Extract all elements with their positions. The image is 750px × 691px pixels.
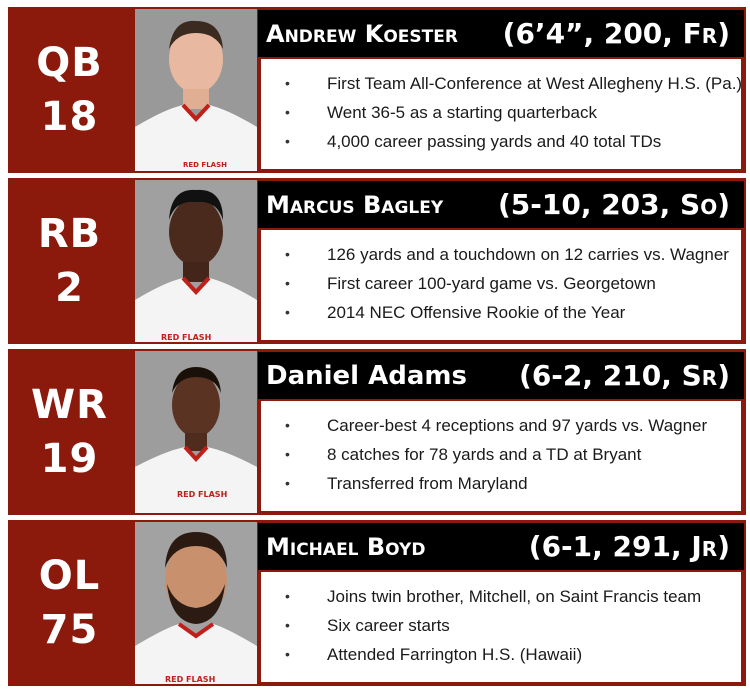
name-bar	[258, 352, 744, 399]
jersey-text: RED FLASH	[165, 675, 216, 684]
position-box	[8, 520, 131, 686]
jersey-number: 2	[55, 265, 84, 311]
bullet-item: • Joins twin brother, Mitchell, on Saint Francis team	[261, 582, 741, 611]
bullet-item: • First career 100-yard game vs. Georgetown	[261, 269, 741, 298]
name-bar	[258, 181, 744, 228]
bullet-item: • 126 yards and a touchdown on 12 carries vs. Wagner	[261, 240, 741, 269]
jersey-text: RED FLASH	[161, 333, 212, 342]
position-label: OL	[38, 553, 101, 599]
bullet-item: • 4,000 career passing yards and 40 total TDs	[261, 127, 741, 156]
bullet-item: • Career-best 4 receptions and 97 yards vs. Wagner	[261, 411, 741, 440]
player-stats: (6-2, 210, Sr)	[519, 359, 730, 392]
player-photo	[135, 522, 257, 684]
jersey-number: 75	[40, 607, 99, 653]
position-box	[8, 178, 131, 344]
player-name: Andrew Koester	[266, 19, 458, 48]
player-stats: (5-10, 203, So)	[497, 188, 730, 221]
player-card-wr	[8, 349, 746, 515]
jersey-text: RED FLASH	[177, 490, 228, 499]
player-card-rb	[8, 178, 746, 344]
player-name: Daniel Adams	[266, 360, 467, 391]
position-box	[8, 349, 131, 515]
player-name: Michael Boyd	[266, 532, 426, 561]
player-photo	[135, 180, 257, 342]
position-label: QB	[36, 40, 103, 86]
position-label: RB	[37, 211, 102, 257]
position-box	[8, 7, 131, 173]
bullet-item: • First Team All-Conference at West Allegheny H.S. (Pa.)	[261, 69, 741, 98]
player-photo	[135, 9, 257, 171]
bullet-list	[261, 59, 741, 169]
bullet-item: • 8 catches for 78 yards and a TD at Bryant	[261, 440, 741, 469]
player-card-qb	[8, 7, 746, 173]
jersey-number: 18	[40, 94, 99, 140]
player-stats: (6’4”, 200, Fr)	[502, 17, 730, 50]
player-photo	[135, 351, 257, 513]
player-card-ol	[8, 520, 746, 686]
name-bar	[258, 523, 744, 570]
bullet-item: • 2014 NEC Offensive Rookie of the Year	[261, 298, 741, 327]
player-stats: (6-1, 291, Jr)	[528, 530, 730, 563]
bullet-item: • Went 36-5 as a starting quarterback	[261, 98, 741, 127]
bullet-item: • Attended Farrington H.S. (Hawaii)	[261, 640, 741, 669]
name-bar	[258, 10, 744, 57]
bullet-item: • Six career starts	[261, 611, 741, 640]
jersey-text: RED FLASH	[183, 161, 227, 169]
bullet-item: • Transferred from Maryland	[261, 469, 741, 498]
bullet-list	[261, 572, 741, 682]
player-name: Marcus Bagley	[266, 190, 444, 219]
position-label: WR	[31, 382, 108, 428]
jersey-number: 19	[40, 436, 99, 482]
bullet-list	[261, 401, 741, 511]
bullet-list	[261, 230, 741, 340]
